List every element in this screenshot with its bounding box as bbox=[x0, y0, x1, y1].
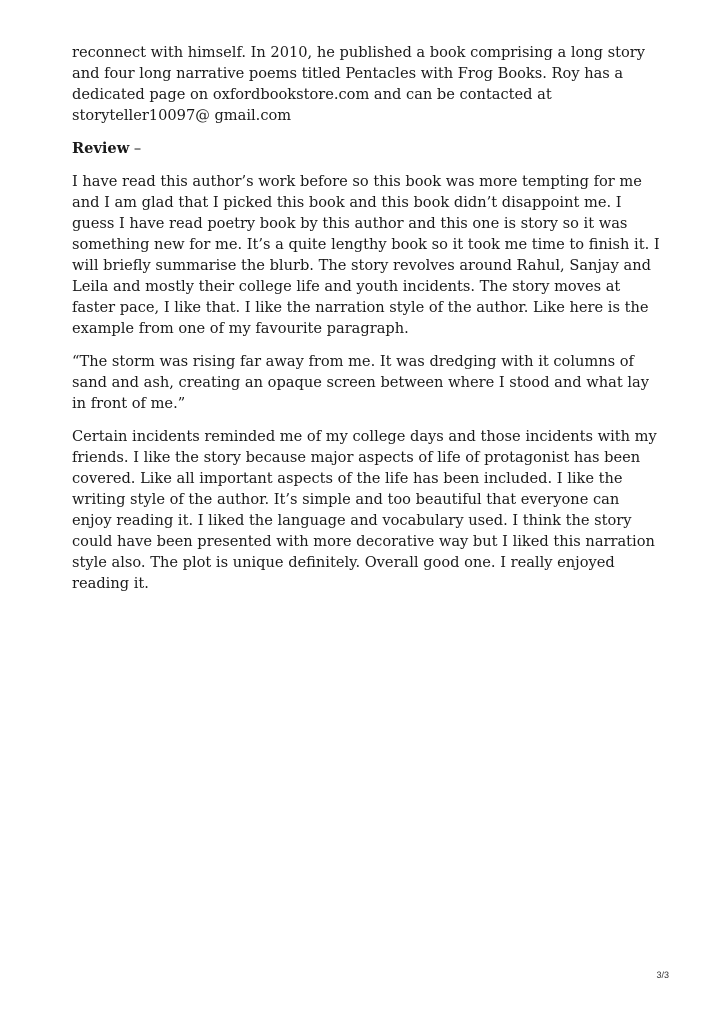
review-heading-dash: – bbox=[129, 140, 142, 157]
intro-paragraph: reconnect with himself. In 2010, he published a book comprising a long story and four long narrative poems titled Pentacles with Frog Books. Roy has a dedicated page on oxfordbookstore.com and can be contacted at storyteller10097@ gmail.com bbox=[72, 44, 646, 124]
quote-paragraph: “The storm was rising far away from me. It was dredging with it columns of sand and ash, creating an opaque screen between where I stood and what lay in front of me.” bbox=[72, 353, 649, 412]
review-paragraph-1: I have read this author’s work before so this book was more tempting for me and I am glad that I picked this book and this book didn’t disappoint me. I guess I have read poetry book by this author and this one is story so it was something new for me. It’s a quite lengthy book so it took me time to finish it. I will briefly summarise the blurb. The story revolves around Rahul, Sanjay and Leila and mostly their college life and youth incidents. The story moves at faster pace, I like that. I like the narration style of the author. Like here is the example from one of my favourite paragraph. bbox=[72, 173, 660, 337]
review-heading-text: Review bbox=[72, 140, 130, 157]
page-number: 3/3 bbox=[656, 970, 669, 980]
review-paragraph-2: Certain incidents reminded me of my college days and those incidents with my friends. I like the story because major aspects of life of protagonist has been covered. Like all important aspects of the life has been included. I like the writing style of the author. It’s simple and too beautiful that everyone can enjoy reading it. I liked the language and vocabulary used. I think the story could have been presented with more decorative way but I liked this narration style also. The plot is unique definitely. Overall good one. I really enjoyed reading it. bbox=[72, 428, 657, 592]
review-heading bbox=[72, 138, 662, 159]
document-body bbox=[72, 42, 662, 606]
